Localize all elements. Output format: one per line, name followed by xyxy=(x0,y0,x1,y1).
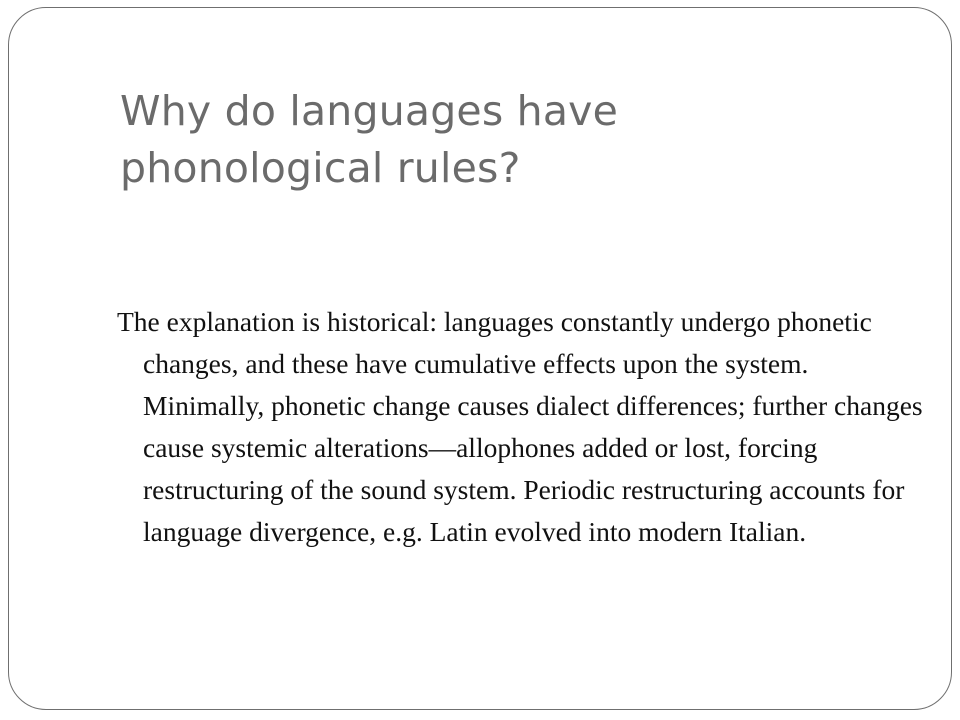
slide-body-paragraph: The explanation is historical: languages constantly undergo phonetic changes, and these have cumulative effects upon the system. Minimally, phonetic change causes dialect differences; further changes cause systemic alterations—allophones added or lost, forcing restructuring of the sound system. Periodic restructuring accounts for language divergence, e.g. Latin evolved into modern Italian. xyxy=(117,306,923,547)
slide-title: Why do languages have phonological rules? xyxy=(120,87,619,192)
slide-frame xyxy=(8,7,952,710)
